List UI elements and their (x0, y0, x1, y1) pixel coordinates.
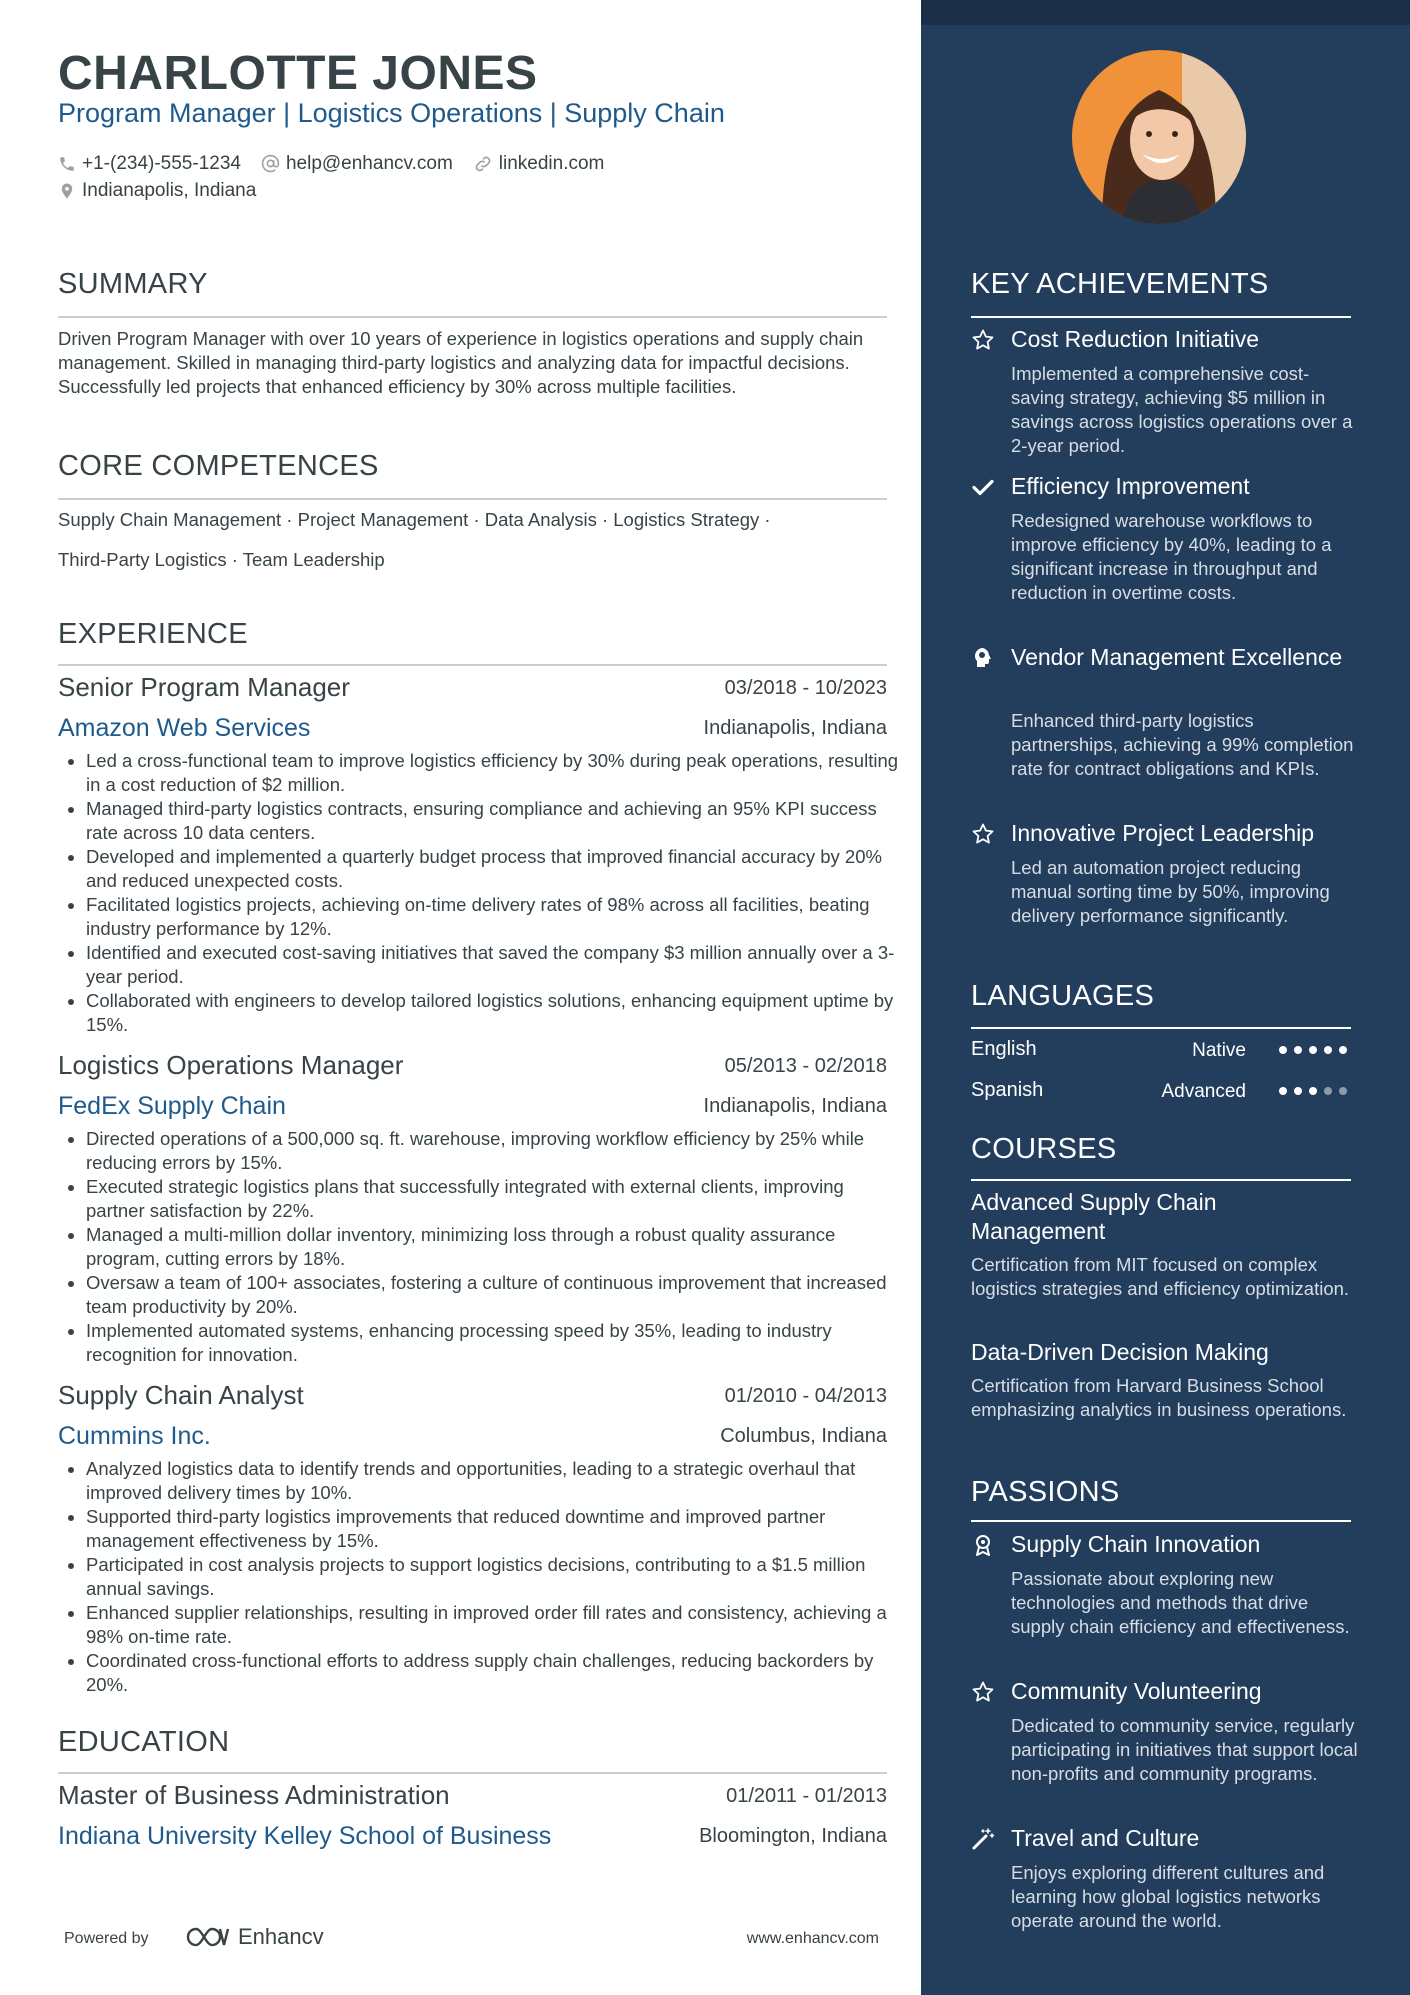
job-bullet: • Enhanced supplier relationships, resulting in improved order fill rates and consistency, achieving a 98% on-time rate. (86, 1601, 906, 1649)
passion-desc: Dedicated to community service, regularly participating in initiatives that support local non-profits and community programs. (1011, 1715, 1358, 1784)
courses-heading: COURSES (971, 1133, 1117, 1165)
job-bullet: • Oversaw a team of 100+ associates, fostering a culture of continuous improvement that increased team productivity by 20%. (86, 1271, 906, 1319)
job-bullets (58, 1457, 906, 1697)
linkedin-link[interactable]: linkedin.com (498, 152, 605, 174)
location-item (58, 180, 256, 202)
rating-dot-filled (1324, 1046, 1332, 1054)
job-location: Columbus, Indiana (720, 1425, 887, 1447)
summary-divider (58, 316, 887, 318)
at-icon (261, 154, 280, 173)
course-desc: Certification from MIT focused on complex logistics strategies and efficiency optimization. (971, 1254, 1350, 1299)
phone-item (58, 153, 241, 175)
competences-heading: CORE COMPETENCES (58, 450, 379, 482)
magic-wand-icon (971, 1827, 995, 1851)
rating-dot-empty (1339, 1087, 1347, 1095)
website-link[interactable]: www.enhancv.com (746, 1930, 879, 1947)
job-bullet: • Identified and executed cost-saving initiatives that saved the company $3 million annually over a 3-year period. (86, 941, 906, 989)
email-link[interactable]: help@enhancv.com (285, 152, 453, 174)
achievement-title: Efficiency Improvement (1011, 473, 1250, 499)
job-bullets (58, 749, 906, 1037)
competences-divider (58, 498, 887, 500)
job-bullet: • Facilitated logistics projects, achieving on-time delivery rates of 98% across all facilities, beating industry performance by 12%. (86, 893, 906, 941)
powered-by-label: Powered by (64, 1930, 149, 1947)
job-bullet: • Implemented automated systems, enhancing processing speed by 35%, leading to industry recognition for innovation. (86, 1319, 906, 1367)
enhancv-logo-icon (184, 1924, 232, 1950)
award-icon (971, 1533, 995, 1557)
star-icon (971, 1680, 995, 1704)
email-item[interactable] (261, 153, 453, 175)
experience-divider (58, 664, 887, 666)
candidate-tagline: Program Manager | Logistics Operations | Supply Chain (58, 98, 725, 128)
enhancv-brand-text: Enhancv (238, 1924, 324, 1949)
job-title: Supply Chain Analyst (58, 1380, 304, 1410)
link-icon (473, 154, 493, 174)
language-name: English (971, 1038, 1037, 1060)
location-text: Indianapolis, Indiana (82, 179, 257, 201)
location-pin-icon (58, 181, 76, 201)
achievements-heading: KEY ACHIEVEMENTS (971, 268, 1269, 300)
passion-title: Supply Chain Innovation (1011, 1531, 1261, 1557)
passions-divider (971, 1520, 1351, 1522)
job-dates: 05/2013 - 02/2018 (724, 1055, 887, 1077)
achievement-desc: Led an automation project reducing manual sorting time by 50%, improving delivery performance significantly. (1011, 857, 1330, 926)
experience-heading: EXPERIENCE (58, 618, 248, 650)
language-name: Spanish (971, 1079, 1044, 1101)
achievement-title: Cost Reduction Initiative (1011, 326, 1260, 352)
achievement-title: Vendor Management Excellence (1011, 644, 1343, 670)
job-title: Senior Program Manager (58, 672, 350, 702)
job-company: FedEx Supply Chain (58, 1092, 286, 1120)
language-rating (1279, 1087, 1354, 1095)
star-icon (971, 822, 995, 846)
rating-dot-filled (1279, 1087, 1287, 1095)
avatar (1072, 50, 1246, 224)
head-lightbulb-icon (971, 646, 995, 670)
rating-dot-filled (1294, 1046, 1302, 1054)
job-bullet: • Coordinated cross-functional efforts to address supply chain challenges, reducing backorders by 20%. (86, 1649, 906, 1697)
languages-heading: LANGUAGES (971, 980, 1155, 1012)
competences-line-2: Third-Party Logistics · Team Leadership (58, 549, 385, 570)
enhancv-logo[interactable] (184, 1924, 324, 1950)
education-school: Indiana University Kelley School of Business (58, 1822, 552, 1850)
job-bullets (58, 1127, 906, 1367)
job-location: Indianapolis, Indiana (703, 717, 887, 739)
achievement-desc: Enhanced third-party logistics partnerships, achieving a 99% completion rate for contract obligations and KPIs. (1011, 710, 1354, 779)
job-title: Logistics Operations Manager (58, 1050, 404, 1080)
achievement-title: Innovative Project Leadership (1011, 820, 1315, 846)
competences-line-1: Supply Chain Management · Project Management · Data Analysis · Logistics Strategy · (58, 509, 771, 530)
course-title: Data-Driven Decision Making (971, 1339, 1269, 1365)
summary-heading: SUMMARY (58, 268, 208, 300)
achievements-divider (971, 316, 1351, 318)
job-company: Cummins Inc. (58, 1422, 211, 1450)
language-level: Native (1192, 1040, 1246, 1061)
education-divider (58, 1772, 887, 1774)
phone-icon (58, 155, 76, 173)
check-icon (971, 475, 995, 499)
rating-dot-filled (1309, 1087, 1317, 1095)
passion-desc: Enjoys exploring different cultures and learning how global logistics networks operate around the world. (1011, 1862, 1325, 1931)
rating-dot-filled (1309, 1046, 1317, 1054)
language-rating (1279, 1046, 1354, 1054)
course-title: Advanced Supply Chain Management (971, 1189, 1217, 1244)
passions-heading: PASSIONS (971, 1476, 1120, 1508)
achievement-desc: Redesigned warehouse workflows to improve efficiency by 40%, leading to a significant increase in throughput and reduction in overtime costs. (1011, 510, 1332, 603)
linkedin-item[interactable] (473, 153, 605, 175)
sidebar (921, 0, 1410, 1995)
star-icon (971, 328, 995, 352)
education-dates: 01/2011 - 01/2013 (726, 1785, 887, 1807)
job-bullet: • Executed strategic logistics plans that successfully integrated with external clients, improving partner satisfaction by 22%. (86, 1175, 906, 1223)
job-bullet: • Participated in cost analysis projects to support logistics decisions, contributing to a $1.5 million annual savings. (86, 1553, 906, 1601)
sidebar-top-bar (921, 0, 1410, 25)
job-dates: 03/2018 - 10/2023 (724, 677, 887, 699)
summary-text: Driven Program Manager with over 10 years of experience in logistics operations and supply chain management. Skilled in managing third-party logistics and analyzing data for impactful decisions. Successfully led projects that enhanced efficiency by 30% across multiple facilities. (58, 328, 864, 397)
phone-text: +1-(234)-555-1234 (82, 152, 241, 174)
education-degree: Master of Business Administration (58, 1780, 450, 1810)
job-bullet: • Managed third-party logistics contracts, ensuring compliance and achieving an 95% KPI success rate across 10 data centers. (86, 797, 906, 845)
course-desc: Certification from Harvard Business School emphasizing analytics in business operations. (971, 1375, 1347, 1420)
education-heading: EDUCATION (58, 1726, 230, 1758)
job-dates: 01/2010 - 04/2013 (724, 1385, 887, 1407)
passion-desc: Passionate about exploring new technologies and methods that drive supply chain efficiency and effectiveness. (1011, 1568, 1350, 1637)
job-bullet: • Supported third-party logistics improvements that reduced downtime and improved partner management effectiveness by 15%. (86, 1505, 906, 1553)
rating-dot-filled (1279, 1046, 1287, 1054)
passion-title: Travel and Culture (1011, 1825, 1200, 1851)
job-location: Indianapolis, Indiana (703, 1095, 887, 1117)
courses-divider (971, 1179, 1351, 1181)
job-bullet: • Collaborated with engineers to develop tailored logistics solutions, enhancing equipment uptime by 15%. (86, 989, 906, 1037)
job-company: Amazon Web Services (58, 714, 311, 742)
contact-info (58, 150, 624, 204)
passion-title: Community Volunteering (1011, 1678, 1262, 1704)
rating-dot-filled (1339, 1046, 1347, 1054)
languages-divider (971, 1027, 1351, 1029)
job-bullet: • Managed a multi-million dollar inventory, minimizing loss through a robust quality assurance program, cutting errors by 18%. (86, 1223, 906, 1271)
job-bullet: • Led a cross-functional team to improve logistics efficiency by 30% during peak operations, resulting in a cost reduction of $2 million. (86, 749, 906, 797)
job-bullet: • Directed operations of a 500,000 sq. ft. warehouse, improving workflow efficiency by 25% while reducing errors by 15%. (86, 1127, 906, 1175)
achievement-desc: Implemented a comprehensive cost-saving strategy, achieving $5 million in savings across logistics operations over a 2-year period. (1011, 363, 1353, 456)
rating-dot-filled (1294, 1087, 1302, 1095)
candidate-name: CHARLOTTE JONES (58, 47, 538, 100)
language-level: Advanced (1161, 1081, 1246, 1102)
job-bullet: • Developed and implemented a quarterly budget process that improved financial accuracy by 20% and reduced unexpected costs. (86, 845, 906, 893)
job-bullet: • Analyzed logistics data to identify trends and opportunities, leading to a strategic overhaul that improved delivery times by 10%. (86, 1457, 906, 1505)
education-location: Bloomington, Indiana (699, 1825, 887, 1847)
rating-dot-empty (1324, 1087, 1332, 1095)
